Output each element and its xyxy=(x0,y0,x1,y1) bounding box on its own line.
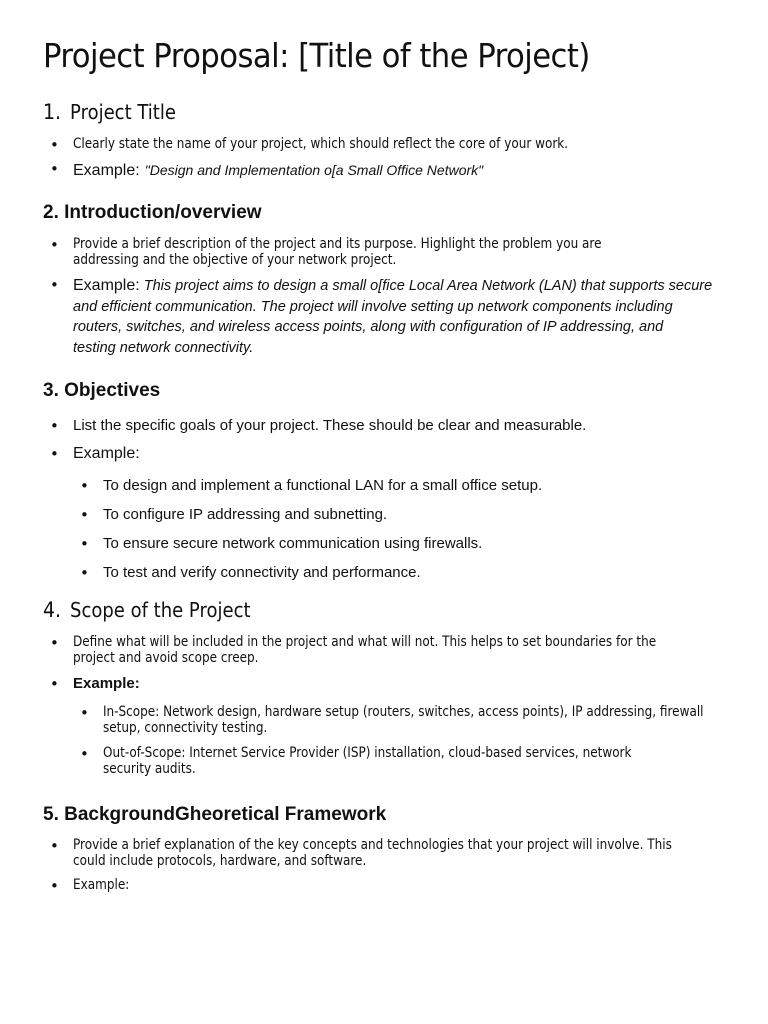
list-item xyxy=(50,417,698,435)
section-3-description: List the specific goals of your project. These should be clear and measurable. xyxy=(73,417,587,434)
bullet-glyph: • xyxy=(50,877,59,895)
text-line: Define what will be included in the project and what will not. This helps to set boundaries for the xyxy=(73,634,657,650)
text-line: project and avoid scope creep. xyxy=(73,650,259,666)
list-item xyxy=(50,236,698,268)
example-label: Example: xyxy=(73,877,130,893)
section-3-heading: 3. Objectives xyxy=(43,380,161,401)
text-line: In-Scope: Network design, hardware setup (routers, switches, access points), IP addressing, firewall xyxy=(103,704,704,720)
list-item xyxy=(50,445,698,463)
bullet-glyph: • xyxy=(80,535,89,553)
bullet-glyph: • xyxy=(80,564,89,582)
bullet-glyph: • xyxy=(80,704,89,722)
text-line: routers, switches, and wireless access points, along with configuration of IP addressing, and xyxy=(73,319,664,335)
text-line: Out-of-Scope: Internet Service Provider (ISP) installation, cloud-based services, network xyxy=(103,745,632,761)
text-line: Provide a brief explanation of the key concepts and technologies that your project will involve. This xyxy=(73,837,672,853)
list-item xyxy=(80,564,698,582)
section-2-description xyxy=(73,236,685,268)
section-1-description: Clearly state the name of your project, which should reflect the core of your work. xyxy=(73,136,569,152)
example-project-name: "Design and Implementation o[a Small Office Network" xyxy=(144,162,484,178)
bullet-glyph: • xyxy=(50,417,59,435)
section-2-heading: 2. Introduction/overview xyxy=(43,202,262,223)
text-line xyxy=(73,276,713,297)
list-item xyxy=(80,506,698,524)
list-item xyxy=(50,877,698,893)
bullet-glyph: • xyxy=(50,675,59,693)
list-item xyxy=(50,276,713,358)
section-4-title: Scope of the Project xyxy=(70,598,251,622)
list-item xyxy=(80,704,704,736)
objective-item: To design and implement a functional LAN for a small office setup. xyxy=(103,477,543,494)
out-of-scope-text xyxy=(103,745,688,777)
text-line: security audits. xyxy=(103,761,196,777)
bullet-glyph: • xyxy=(50,837,59,855)
list-item xyxy=(50,136,698,152)
example-label: Example: xyxy=(73,445,140,462)
example-label: Example: xyxy=(73,277,140,294)
document-title: Project Proposal: [Title of the Project) xyxy=(43,36,590,75)
text-line: and efficient communication. The project will involve setting up network components including xyxy=(73,298,673,315)
list-item xyxy=(50,837,698,869)
section-5-description xyxy=(73,837,685,869)
section-1-number: 1. xyxy=(43,100,62,124)
bullet-glyph: • xyxy=(50,634,59,652)
text-line: setup, connectivity testing. xyxy=(103,720,268,736)
section-1-title: Project Title xyxy=(70,100,176,124)
objective-item: To ensure secure network communication using firewalls. xyxy=(103,535,483,552)
section-4-number: 4. xyxy=(43,598,62,622)
section-5-heading: 5. BackgroundGheoretical Framework xyxy=(43,804,387,825)
bullet-glyph: • xyxy=(80,506,89,524)
list-item xyxy=(80,745,698,777)
bullet-glyph: • xyxy=(50,136,59,154)
text-line: addressing and the objective of your network project. xyxy=(73,252,397,268)
text-line: could include protocols, hardware, and software. xyxy=(73,853,367,869)
bullet-glyph: • xyxy=(50,445,59,463)
list-item xyxy=(50,160,698,180)
bullet-glyph: • xyxy=(50,236,59,254)
bullet-glyph: • xyxy=(50,160,59,178)
in-scope-text xyxy=(103,704,704,736)
bullet-glyph: • xyxy=(80,745,89,763)
list-item xyxy=(50,634,698,666)
objective-item: To test and verify connectivity and performance. xyxy=(103,564,421,581)
text-line: Provide a brief description of the project and its purpose. Highlight the problem you are xyxy=(73,236,602,252)
list-item xyxy=(50,675,698,692)
bullet-glyph: • xyxy=(80,477,89,495)
example-label: Example: xyxy=(73,675,140,692)
section-1-heading xyxy=(43,100,176,124)
section-1-example xyxy=(73,160,698,180)
bullet-glyph: • xyxy=(50,276,59,294)
objective-item: To configure IP addressing and subnetting. xyxy=(103,506,388,523)
example-label: Example: xyxy=(73,162,140,179)
text-span: This project aims to design a small o[fice Local Area Network (LAN) that supports secure xyxy=(143,278,713,294)
list-item xyxy=(80,477,698,495)
section-4-heading xyxy=(43,598,251,622)
section-4-description xyxy=(73,634,685,666)
section-2-example xyxy=(73,276,713,358)
text-line: testing network connectivity. xyxy=(73,339,254,356)
list-item xyxy=(80,535,698,553)
